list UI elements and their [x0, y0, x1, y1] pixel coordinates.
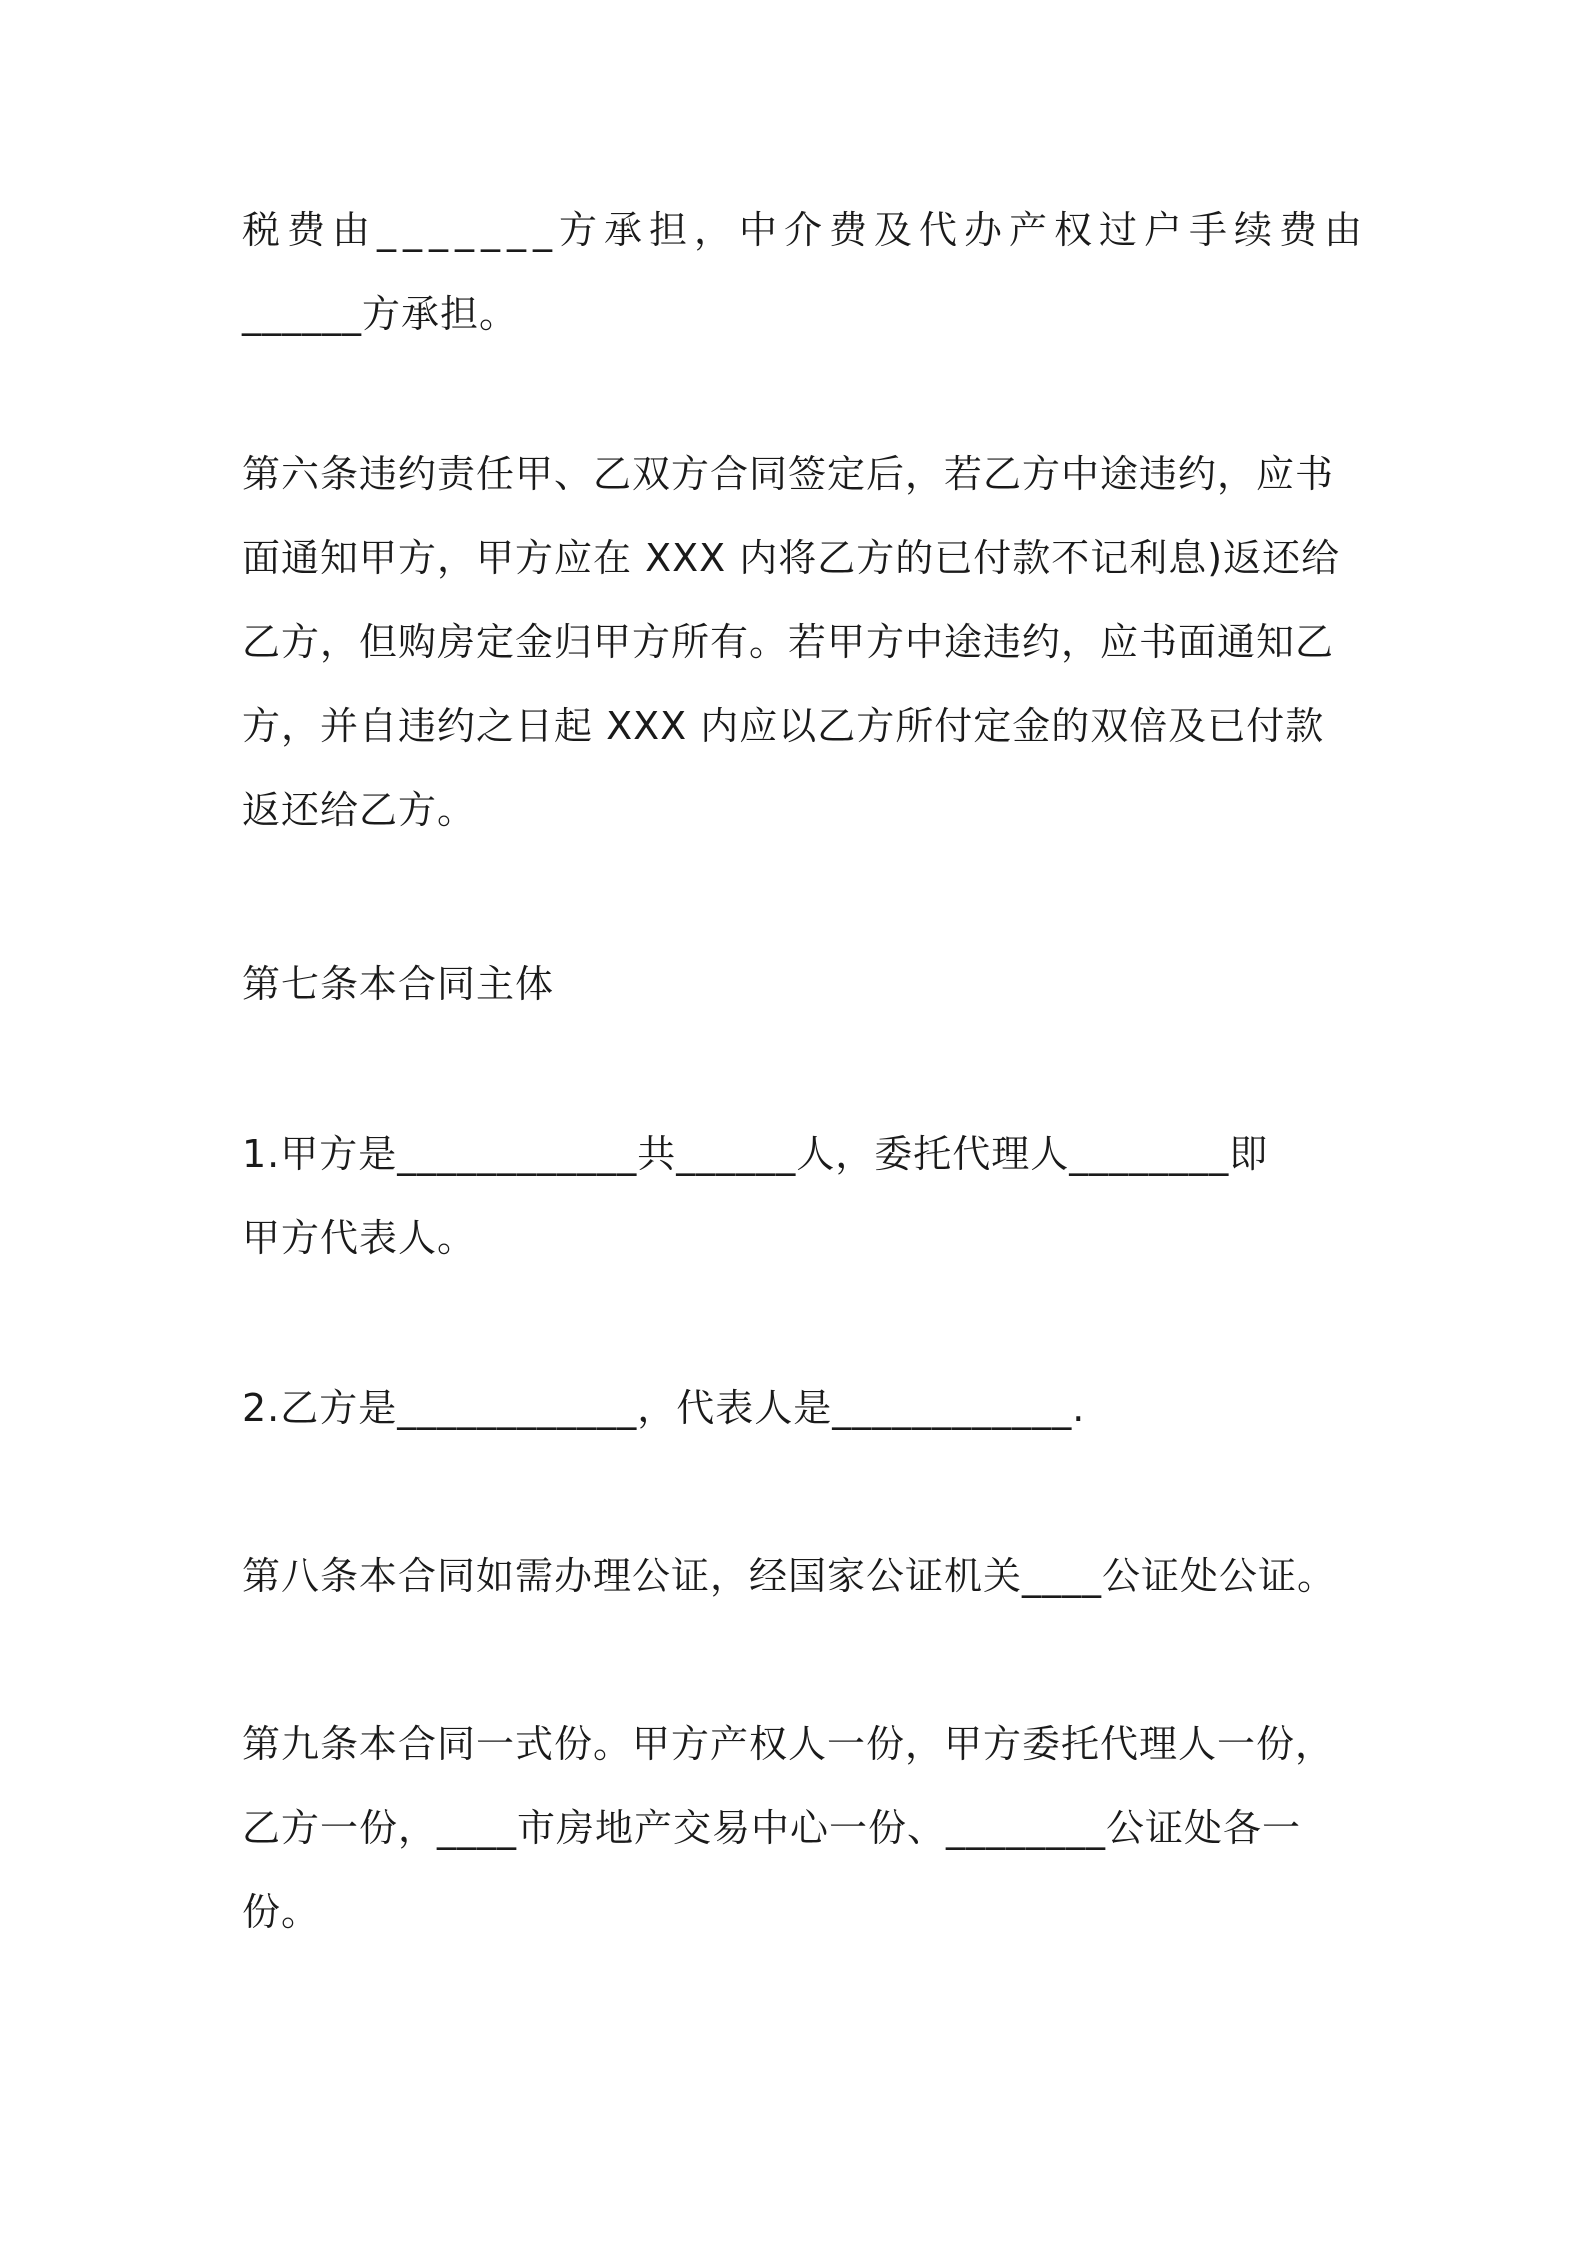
- text-line: 2.乙方是____________，代表人是____________.: [242, 1386, 1086, 1430]
- paragraph-article-6-breach: [242, 432, 1352, 852]
- paragraph-article-8-notarization: [242, 1534, 1352, 1618]
- paragraph-article-9-copies: [242, 1702, 1352, 1954]
- text-line: 乙方，但购房定金归甲方所有。若甲方中途违约，应书面通知乙: [242, 620, 1335, 664]
- text-line: ______方承担。: [242, 292, 519, 336]
- text-line: 方，并自违约之日起 XXX 内应以乙方所付定金的双倍及已付款: [242, 704, 1325, 748]
- text-line: 1.甲方是____________共______人，委托代理人________即: [242, 1132, 1269, 1176]
- paragraph-article-7-party-b: [242, 1366, 1352, 1450]
- text-line: 第九条本合同一式份。甲方产权人一份，甲方委托代理人一份，: [242, 1722, 1335, 1766]
- text-line: 第七条本合同主体: [242, 962, 555, 1006]
- text-line: 第六条违约责任甲、乙双方合同签定后，若乙方中途违约，应书: [242, 452, 1335, 496]
- text-line: 甲方代表人。: [242, 1216, 477, 1260]
- text-line: 返还给乙方。: [242, 788, 477, 832]
- text-line: 税费由_______方承担，中介费及代办产权过户手续费由: [242, 208, 1370, 252]
- text-line: 乙方一份，____市房地产交易中心一份、________公证处各一: [242, 1806, 1302, 1850]
- paragraph-tax-fees: [242, 188, 1370, 356]
- text-line: 第八条本合同如需办理公证，经国家公证机关____公证处公证。: [242, 1554, 1337, 1598]
- paragraph-article-7-party-a: [242, 1112, 1352, 1280]
- text-line: 份。: [242, 1890, 321, 1934]
- paragraph-article-7-title: [242, 942, 1352, 1026]
- text-line: 面通知甲方，甲方应在 XXX 内将乙方的已付款不记利息)返还给: [242, 536, 1341, 580]
